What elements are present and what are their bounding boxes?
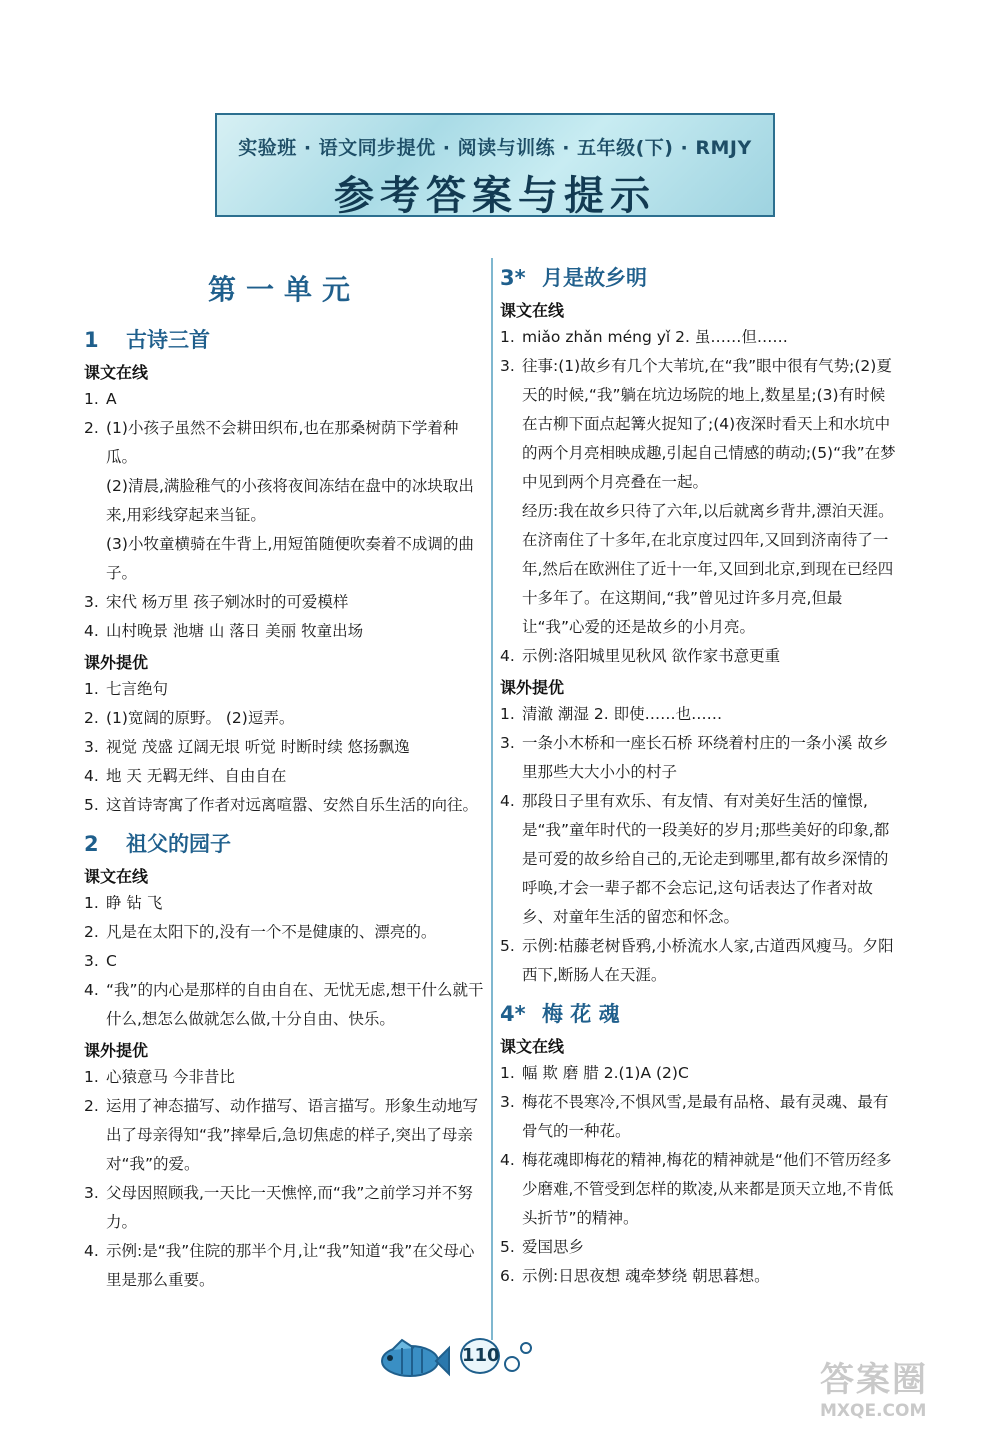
- answer-item: [84, 733, 484, 762]
- item-text: (3)小牧童横骑在牛背上,用短笛随便吹奏着不成调的曲子。: [106, 535, 474, 582]
- section-label: 课文在线: [500, 1037, 565, 1056]
- item-number: 2.: [84, 709, 99, 727]
- item-text: 父母因照顾我,一天比一天憔悴,而“我”之前学习并不努力。: [106, 1184, 473, 1231]
- answer-item: [84, 414, 484, 472]
- answer-item: [500, 787, 900, 932]
- item-text: 地 天 无羁无绊、自由自在: [106, 767, 287, 785]
- item-number: 5.: [500, 937, 515, 955]
- section-label: 课外提优: [500, 678, 565, 697]
- column-divider: [491, 258, 493, 1340]
- item-text: 梅花魂即梅花的精神,梅花的精神就是“他们不管历经多少磨难,不管受到怎样的欺凌,从来都是顶天立地,不肯低头折节”的精神。: [522, 1151, 894, 1227]
- item-text: 梅花不畏寒冷,不惧风雪,是最有品格、最有灵魂、最有骨气的一种花。: [522, 1093, 889, 1140]
- lesson-number: 3*: [500, 266, 526, 290]
- item-text: C: [106, 952, 117, 970]
- item-number: 1.: [500, 328, 515, 346]
- answer-item: [500, 700, 900, 729]
- item-text: 示例:日思夜想 魂牵梦绕 朝思暮想。: [522, 1267, 770, 1285]
- answer-item: [500, 352, 900, 497]
- item-number: 3.: [500, 1093, 515, 1111]
- answer-item: [84, 791, 484, 820]
- left-column: [84, 262, 484, 1295]
- answer-item: [84, 675, 484, 704]
- item-text: (1)宽阔的原野。 (2)逗弄。: [106, 709, 295, 727]
- answer-item: [84, 1179, 484, 1237]
- item-text: 凡是在太阳下的,没有一个不是健康的、漂亮的。: [106, 923, 437, 941]
- item-number: 1.: [84, 1068, 99, 1086]
- answer-item: [84, 1063, 484, 1092]
- item-text: A: [106, 390, 117, 408]
- page-footer: [372, 1334, 572, 1384]
- watermark-logo: 答案圈: [820, 1360, 928, 1400]
- lesson-number: 4*: [500, 1002, 526, 1026]
- lesson-3-title: [500, 262, 900, 292]
- answer-item: [84, 385, 484, 414]
- answer-item: [500, 1146, 900, 1233]
- answer-item: [84, 762, 484, 791]
- item-number: 1.: [84, 680, 99, 698]
- answer-subitem: [84, 472, 484, 530]
- item-text: “我”的内心是那样的自由自在、无忧无虑,想干什么就干什么,想怎么做就怎么做,十分自由、快乐。: [106, 981, 484, 1028]
- item-text: 那段日子里有欢乐、有友情、有对美好生活的憧憬,是“我”童年时代的一段美好的岁月;那些美好的印象,都是可爱的故乡给自己的,无论走到哪里,都有故乡深情的呼唤,才会一辈子都不会忘记,这句话表达了作者对故乡、对童年生活的留恋和怀念。: [522, 792, 890, 926]
- answer-item: [84, 588, 484, 617]
- lesson-1-title: [84, 324, 484, 354]
- watermark: [820, 1352, 990, 1432]
- item-text: 视觉 茂盛 辽阔无垠 听觉 时断时续 悠扬飘逸: [106, 738, 410, 756]
- item-text: 一条小木桥和一座长石桥 环绕着村庄的一条小溪 故乡里那些大大小小的村子: [522, 734, 889, 781]
- answer-item: [84, 976, 484, 1034]
- answer-subitem: [500, 497, 900, 642]
- item-number: 3.: [84, 1184, 99, 1202]
- banner-subtitle: 实验班 · 语文同步提优 · 阅读与训练 · 五年级(下) · RMJY: [238, 137, 752, 159]
- bubble-icon: [520, 1342, 532, 1354]
- answer-item: [500, 642, 900, 671]
- answer-item: [500, 1233, 900, 1262]
- answer-item: [500, 729, 900, 787]
- item-number: 4.: [500, 792, 515, 810]
- answer-subitem: [84, 530, 484, 588]
- lesson-name: 古诗三首: [126, 328, 210, 352]
- item-text: 幅 欺 磨 腊 2.(1)A (2)C: [522, 1064, 689, 1082]
- item-text: (2)清晨,满脸稚气的小孩将夜间冻结在盘中的冰块取出来,用彩线穿起来当钲。: [106, 477, 474, 524]
- item-text: 心猿意马 今非昔比: [106, 1068, 235, 1086]
- answer-item: [84, 947, 484, 976]
- answer-item: [84, 1237, 484, 1295]
- answer-item: [500, 1088, 900, 1146]
- item-number: 4.: [500, 1151, 515, 1169]
- item-number: 1.: [84, 390, 99, 408]
- section-label: 课文在线: [500, 301, 565, 320]
- item-number: 2.: [84, 419, 99, 437]
- answer-item: [84, 704, 484, 733]
- answer-item: [84, 889, 484, 918]
- lesson-number: 2: [84, 832, 99, 856]
- item-text: 睁 钻 飞: [106, 894, 163, 912]
- item-text: 宋代 杨万里 孩子剜冰时的可爱模样: [106, 593, 349, 611]
- item-number: 4.: [84, 622, 99, 640]
- item-text: 山村晚景 池塘 山 落日 美丽 牧童出场: [106, 622, 364, 640]
- item-number: 5.: [500, 1238, 515, 1256]
- unit-title: 第一单元: [207, 273, 360, 306]
- section-label: 课文在线: [84, 867, 149, 886]
- item-number: 4.: [84, 981, 99, 999]
- item-text: 示例:是“我”住院的那半个月,让“我”知道“我”在父母心里是那么重要。: [106, 1242, 475, 1289]
- section-label: 课文在线: [84, 363, 149, 382]
- item-number: 2.: [84, 923, 99, 941]
- title-banner: [215, 113, 775, 217]
- item-number: 3.: [84, 738, 99, 756]
- lesson-name: 梅 花 魂: [542, 1002, 620, 1026]
- bubble-icon: [504, 1356, 520, 1372]
- item-number: 1.: [500, 705, 515, 723]
- item-text: 经历:我在故乡只待了六年,以后就离乡背井,漂泊天涯。在济南住了十多年,在北京度过四年,又回到济南待了一年,然后在欧洲住了近十一年,又回到北京,到现在已经四十多年了。在这期间,“我”曾见过许多月亮,但最让“我”心爱的还是故乡的小月亮。: [522, 502, 894, 636]
- lesson-name: 月是故乡明: [542, 266, 647, 290]
- lesson-name: 祖父的园子: [126, 832, 231, 856]
- item-text: 示例:枯藤老树昏鸦,小桥流水人家,古道西风瘦马。夕阳西下,断肠人在天涯。: [522, 937, 894, 984]
- section-label: 课外提优: [84, 653, 149, 672]
- item-number: 3.: [500, 357, 515, 375]
- item-number: 6.: [500, 1267, 515, 1285]
- item-number: 2.: [84, 1097, 99, 1115]
- right-column: [500, 262, 900, 1291]
- answer-item: [500, 1059, 900, 1088]
- item-number: 1.: [84, 894, 99, 912]
- watermark-url: MXQE.COM: [820, 1401, 927, 1421]
- banner-title: 参考答案与提示: [334, 172, 656, 219]
- item-text: 爱国思乡: [522, 1238, 585, 1256]
- item-text: 七言绝句: [106, 680, 169, 698]
- answer-item: [500, 323, 900, 352]
- item-text: 清澈 潮湿 2. 即使……也……: [522, 705, 723, 723]
- item-number: 1.: [500, 1064, 515, 1082]
- item-number: 4.: [500, 647, 515, 665]
- item-text: 示例:洛阳城里见秋风 欲作家书意更重: [522, 647, 781, 665]
- lesson-number: 1: [84, 328, 99, 352]
- item-number: 4.: [84, 767, 99, 785]
- item-number: 3.: [84, 952, 99, 970]
- section-label: 课外提优: [84, 1041, 149, 1060]
- item-text: 这首诗寄寓了作者对远离喧嚣、安然自乐生活的向往。: [106, 796, 479, 814]
- item-text: (1)小孩子虽然不会耕田织布,也在那桑树荫下学着种瓜。: [106, 419, 459, 466]
- answer-item: [84, 1092, 484, 1179]
- lesson-2-title: [84, 828, 484, 858]
- item-text: 运用了神态描写、动作描写、语言描写。形象生动地写出了母亲得知“我”摔晕后,急切焦虑的样子,突出了母亲对“我”的爱。: [106, 1097, 479, 1173]
- lesson-4-title: [500, 998, 900, 1028]
- page-number: 110: [460, 1338, 500, 1374]
- answer-item: [500, 1262, 900, 1291]
- answer-item: [84, 617, 484, 646]
- item-number: 5.: [84, 796, 99, 814]
- item-number: 4.: [84, 1242, 99, 1260]
- item-text: 往事:(1)故乡有几个大苇坑,在“我”眼中很有气势;(2)夏天的时候,“我”躺在坑边场院的地上,数星星;(3)有时候在古柳下面点起篝火捉知了;(4)夜深时看天上和水坑中的两个月亮相映成趣,引起自己情感的萌动;(5)“我”在梦中见到两个月亮叠在一起。: [522, 357, 896, 491]
- item-number: 3.: [84, 593, 99, 611]
- item-number: 3.: [500, 734, 515, 752]
- answer-item: [500, 932, 900, 990]
- item-text: miǎo zhǎn méng yǐ 2. 虽……但……: [522, 328, 788, 346]
- answer-item: [84, 918, 484, 947]
- fish-icon: [372, 1338, 450, 1382]
